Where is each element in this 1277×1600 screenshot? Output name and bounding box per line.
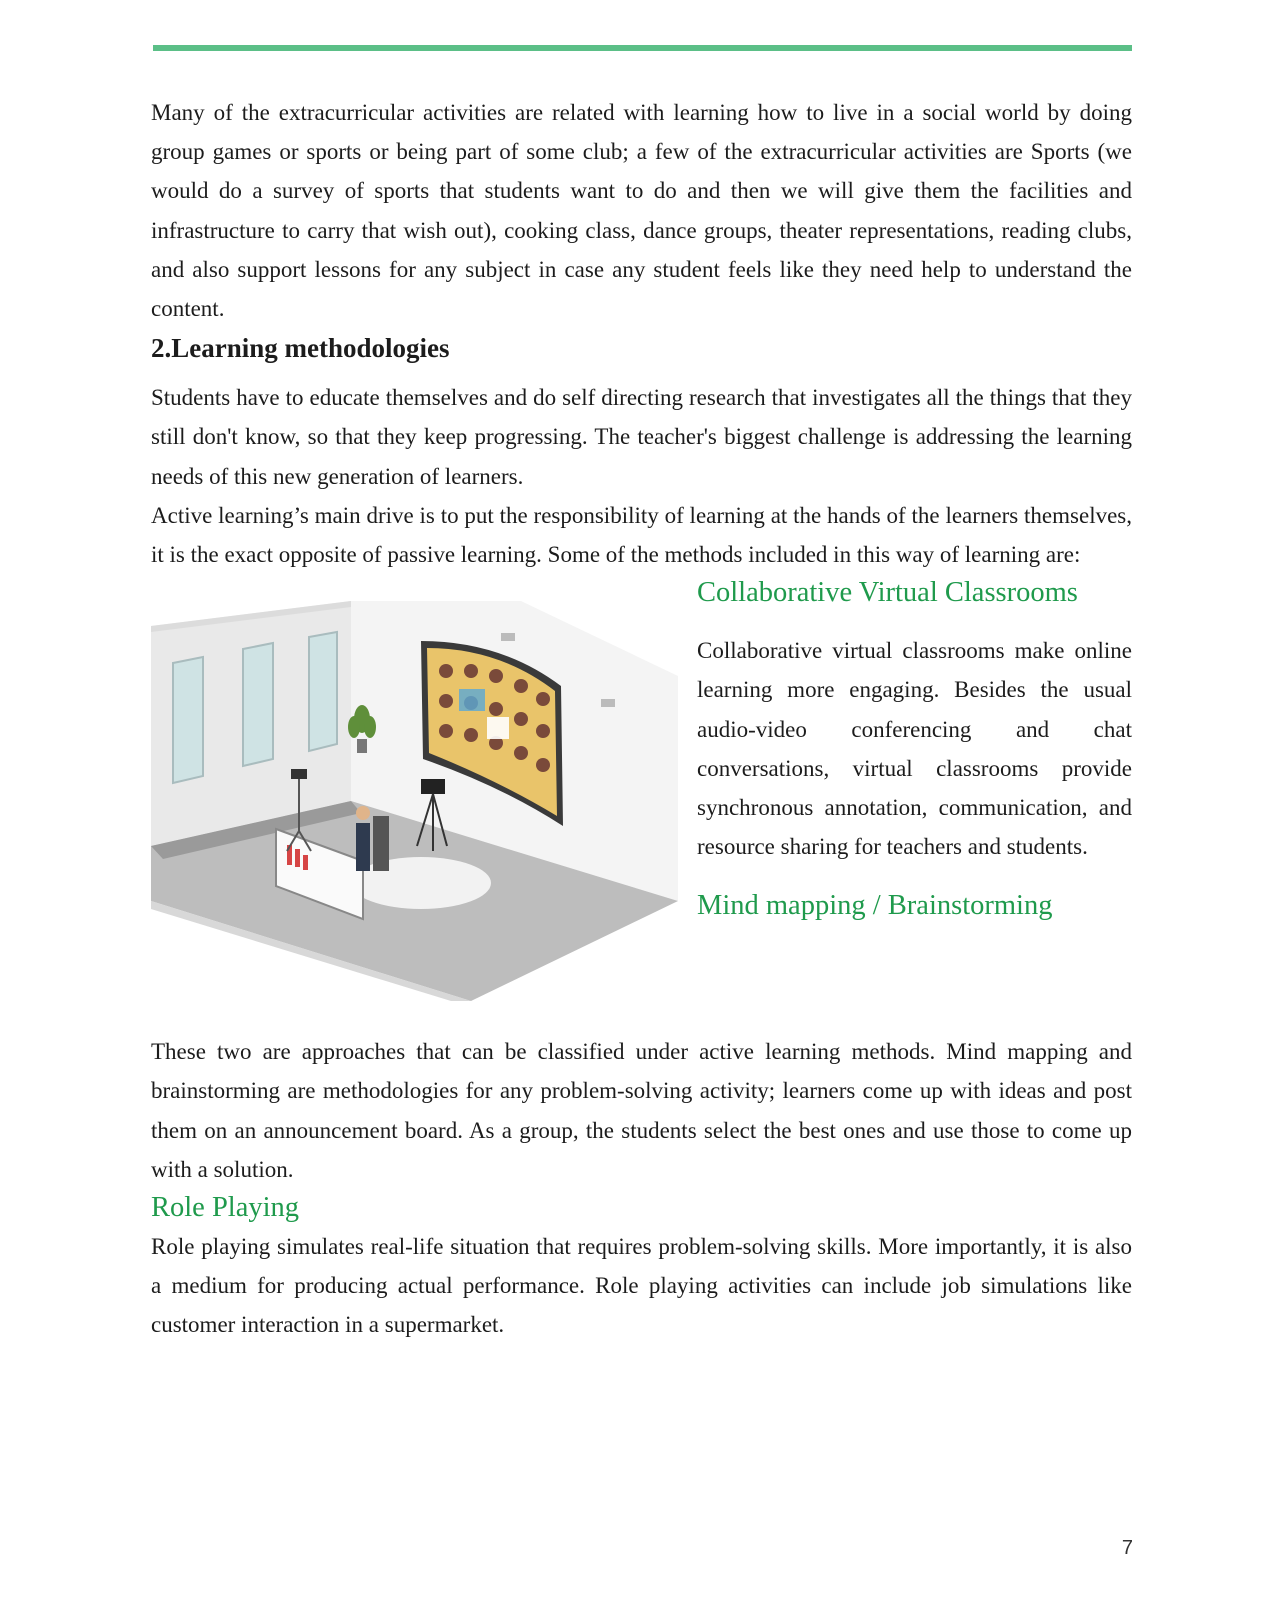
method-title-mind-mapping: Mind mapping / Brainstorming	[697, 890, 1053, 922]
page-number: 7	[1121, 1537, 1133, 1559]
method-side-column	[697, 574, 1132, 925]
method-title-role-playing: Role Playing	[151, 1192, 300, 1224]
intro-paragraph: Many of the extracurricular activities are related with learning how to live in a social world by doing group games or sports or being part of some club; a few of the extracurricular activities are Sports (we would do a survey of sports that students want to do and then we will give them the facilities and infrastructure to carry that wish out), cooking class, dance groups, theater representations, reading clubs, and also support lessons for any subject in case any student feels like they need help to understand the content.	[151, 100, 1132, 322]
method-text-virtual-classrooms: Collaborative virtual classrooms make online learning more engaging. Besides the usual audio-video conferencing and chat conversations, virtual classrooms provide synchronous annotation, communication, and resource sharing for teachers and students.	[697, 638, 1132, 860]
virtual-classroom-illustration	[151, 601, 678, 1001]
method-text-role-playing: Role playing simulates real-life situation that requires problem-solving skills. More importantly, it is also a medium for producing actual performance. Role playing activities can include job simulations like customer interaction in a supermarket.	[151, 1234, 1132, 1338]
section-paragraph-1: Students have to educate themselves and do self directing research that investigates all the things that they still don't know, so that they keep progressing. The teacher's biggest challenge is addressing the learning needs of this new generation of learners.	[151, 385, 1132, 489]
method-text-mind-mapping: These two are approaches that can be classified under active learning methods. Mind mapping and brainstorming are methodologies for any problem-solving activity; learners come up with ideas and post them on an announcement board. As a group, the students select the best ones and use those to come up with a solution.	[151, 1039, 1132, 1182]
top-accent-rule	[153, 45, 1132, 51]
section-heading: 2.Learning methodologies	[151, 333, 450, 364]
page-content	[151, 93, 1132, 1345]
method-title-virtual-classrooms: Collaborative Virtual Classrooms	[697, 577, 1078, 609]
section-paragraph-2: Active learning’s main drive is to put the responsibility of learning at the hands of the learners themselves, it is the exact opposite of passive learning. Some of the methods included in this way of learning are:	[151, 502, 1132, 568]
method-two-column	[151, 574, 1132, 1032]
